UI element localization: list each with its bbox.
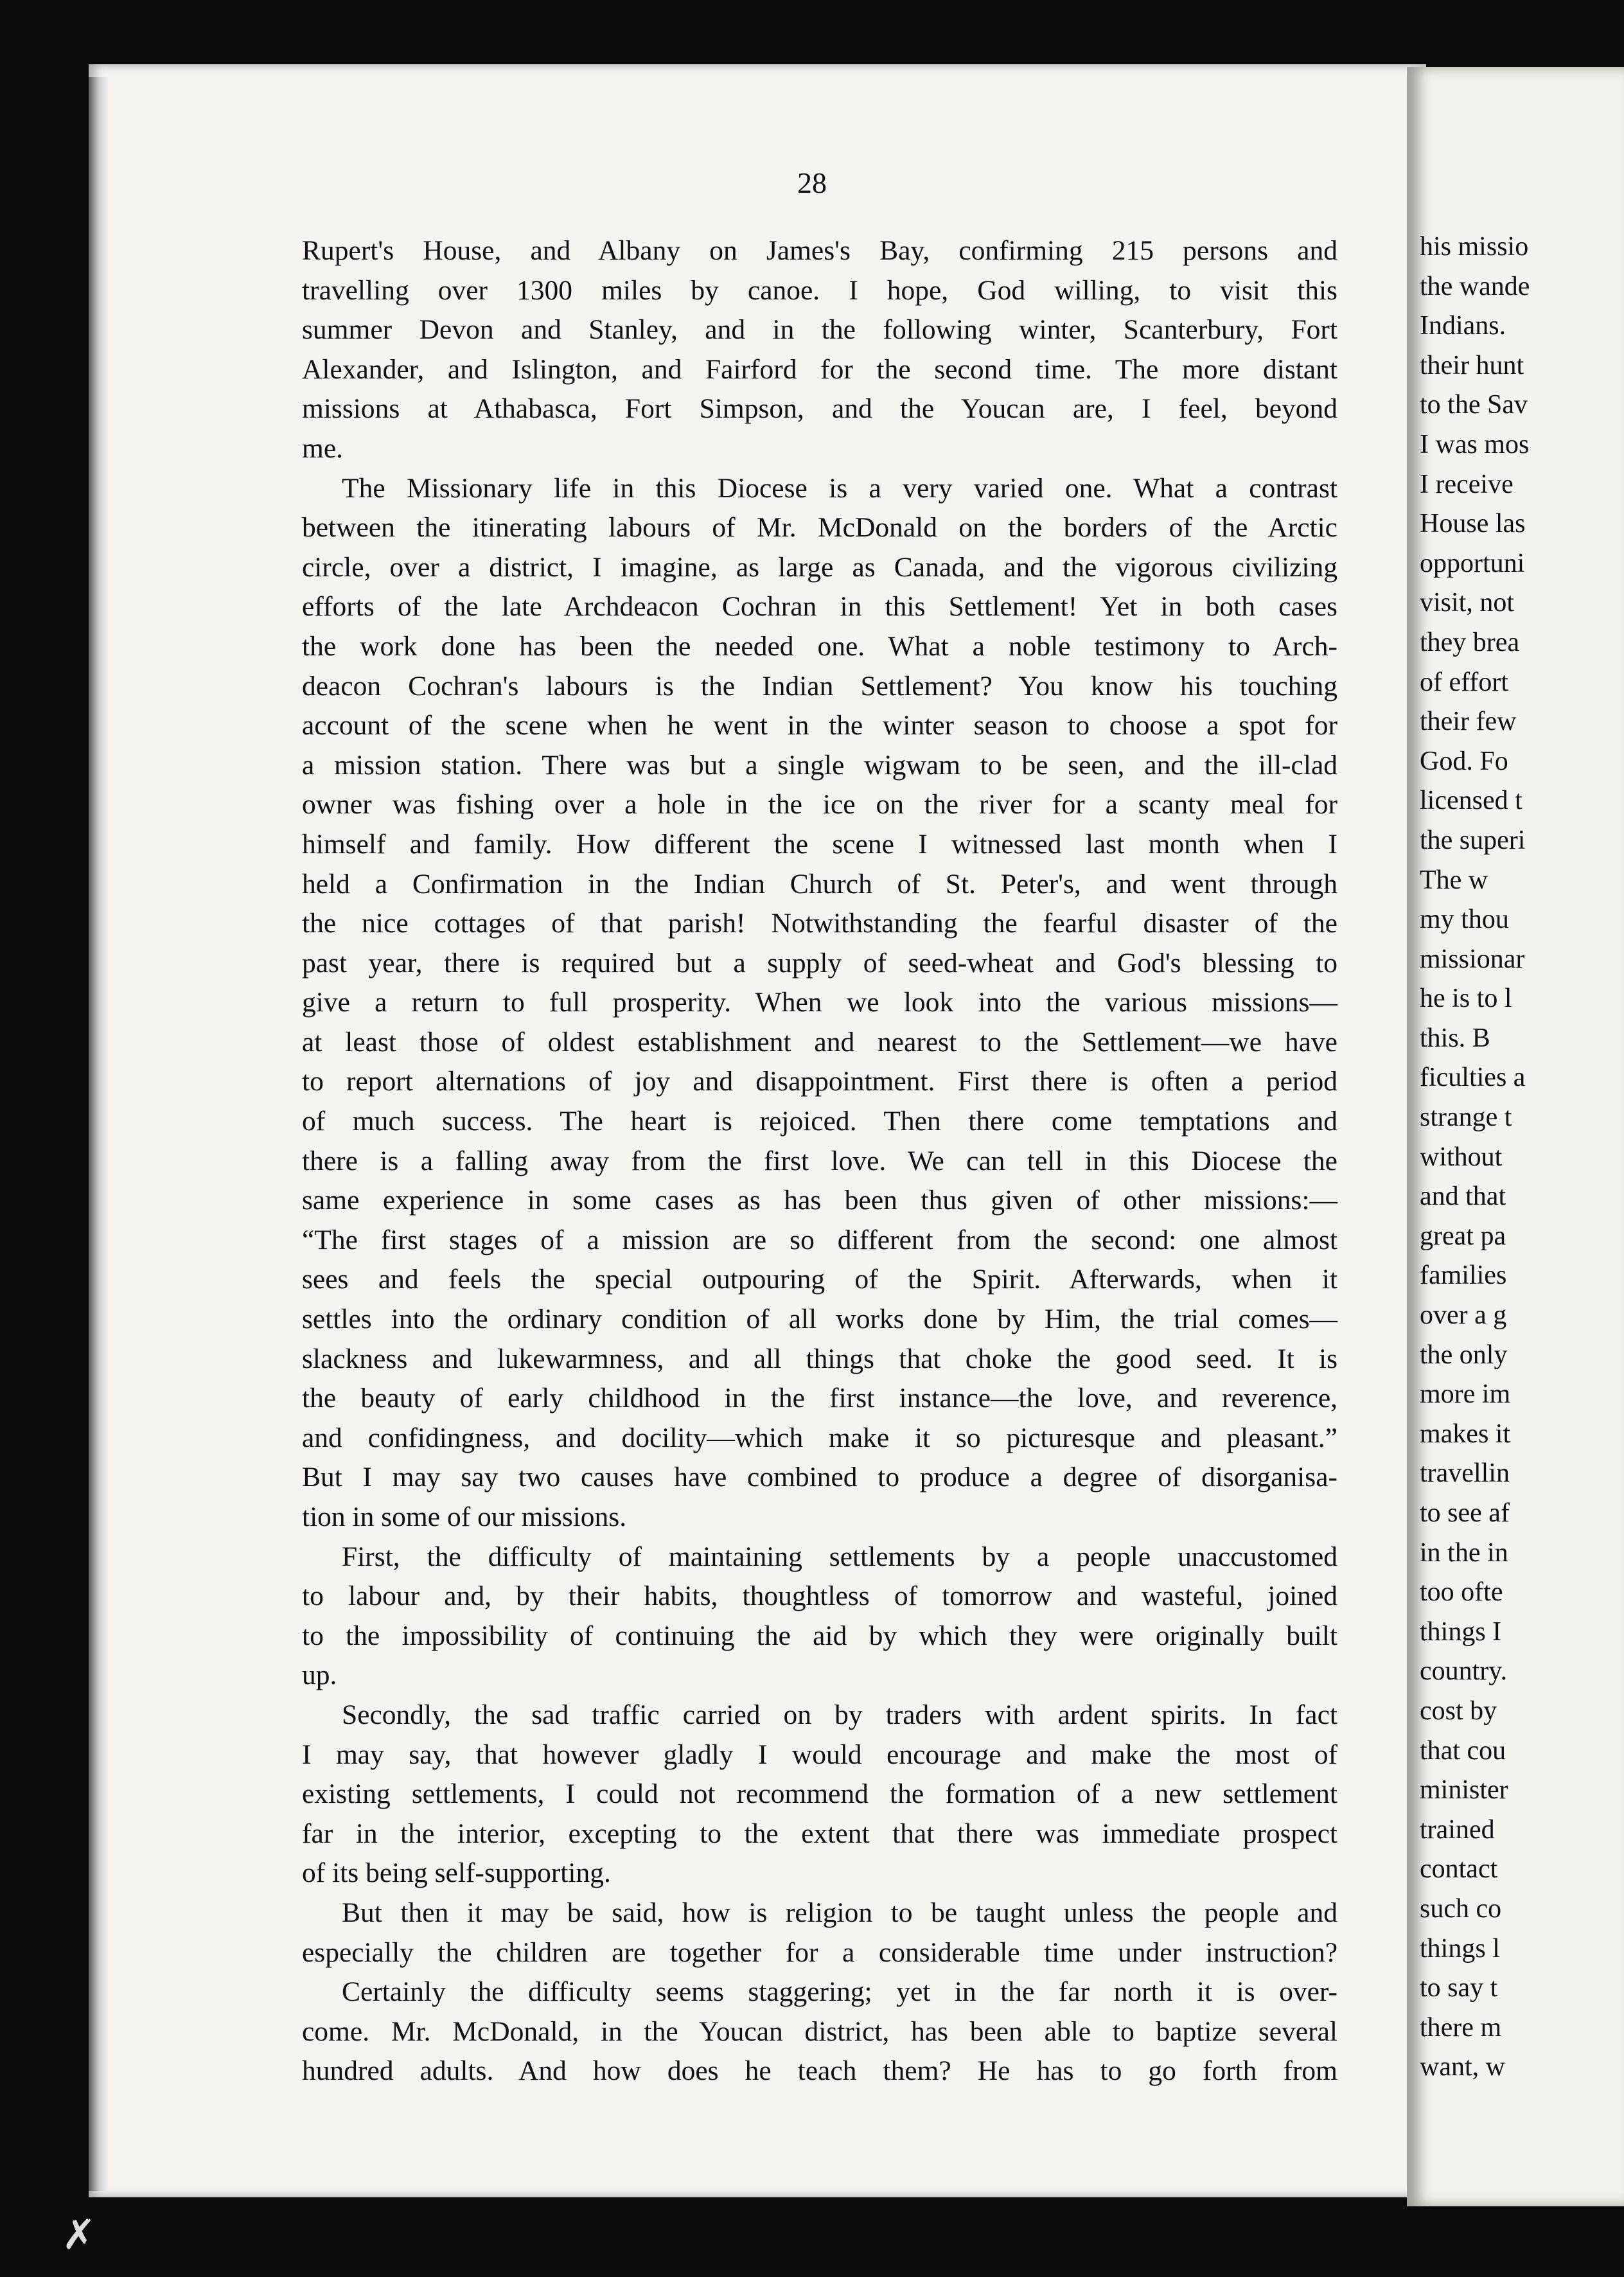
text-line: sees and feels the special outpouring of the Spirit. Afterwards, when it — [302, 1264, 1337, 1295]
right-text-line: his missio — [1420, 232, 1529, 261]
text-line: the nice cottages of that parish! Notwithstanding the fearful disaster of the — [302, 908, 1337, 939]
right-text-line: makes it — [1420, 1419, 1511, 1449]
text-line: First, the difficulty of maintaining settlements by a people unaccustomed — [342, 1541, 1337, 1572]
right-text-line: things l — [1420, 1933, 1500, 1963]
right-text-line: there m — [1420, 2012, 1502, 2042]
text-line: himself and family. How different the scene I witnessed last month when I — [302, 828, 1337, 860]
text-line: summer Devon and Stanley, and in the following winter, Scanterbury, Fort — [302, 314, 1337, 346]
left-page-edge — [89, 77, 108, 2191]
text-line: Secondly, the sad traffic carried on by traders with ardent spirits. In fact — [342, 1699, 1337, 1730]
right-text-line: travellin — [1420, 1458, 1510, 1489]
right-text-line: to the Sav — [1420, 390, 1528, 420]
right-text-line: minister — [1420, 1775, 1508, 1805]
right-text-line: in the in — [1420, 1537, 1508, 1568]
right-text-line: the wande — [1420, 271, 1530, 301]
text-line: tion in some of our missions. — [302, 1502, 627, 1532]
right-text-line: The w — [1420, 865, 1488, 895]
text-line: travelling over 1300 miles by canoe. I hope, God willing, to visit this — [302, 274, 1337, 306]
text-line: me. — [302, 432, 344, 464]
right-text-line: missionar — [1420, 944, 1525, 974]
text-line: efforts of the late Archdeacon Cochran in this Settlement! Yet in both cases — [302, 591, 1337, 623]
right-text-line: contact — [1420, 1854, 1498, 1884]
right-text-line: God. Fo — [1420, 746, 1508, 776]
right-text-line: that cou — [1420, 1735, 1506, 1766]
text-line: far in the interior, excepting to the extent that there was immediate prospect — [302, 1818, 1337, 1849]
right-text-line: House las — [1420, 509, 1526, 539]
text-line: I may say, that however gladly I would encourage and make the most of — [302, 1739, 1337, 1770]
text-line: But I may say two causes have combined to produce a degree of disorganisa- — [302, 1462, 1337, 1493]
text-line: Alexander, and Islington, and Fairford for the second time. The more distant — [302, 353, 1337, 385]
text-line: But then it may be said, how is religion to be taught unless the people and — [342, 1897, 1337, 1928]
text-line: at least those of oldest establishment and nearest to the Settlement—we have — [302, 1026, 1337, 1058]
right-text-line: my thou — [1420, 905, 1509, 935]
text-line: of its being self-supporting. — [302, 1857, 611, 1889]
right-text-line: their hunt — [1420, 350, 1524, 380]
text-line: “The first stages of a mission are so different from the second: one almost — [302, 1224, 1337, 1255]
right-text-line: great pa — [1420, 1221, 1506, 1251]
page-number: 28 — [797, 166, 827, 199]
right-text-line: they brea — [1420, 627, 1520, 657]
right-text-line: to say t — [1420, 1973, 1498, 2003]
text-line: give a return to full prosperity. When we look into the various missions— — [302, 987, 1337, 1018]
text-line: existing settlements, I could not recommend the formation of a new settlement — [302, 1778, 1337, 1810]
right-text-line: the superi — [1420, 825, 1526, 855]
text-line: to report alternations of joy and disappointment. First there is often a period — [302, 1066, 1337, 1097]
text-line: Rupert's House, and Albany on James's Bay, confirming 215 persons and — [302, 235, 1337, 266]
text-line: hundred adults. And how does he teach them? He has to go forth from — [302, 2055, 1337, 2087]
text-line: especially the children are together for a considerable time under instruction? — [302, 1936, 1337, 1968]
right-text-line: cost by — [1420, 1696, 1497, 1726]
right-text-line: strange t — [1420, 1103, 1512, 1133]
scan-mark-left: ✗ — [62, 2212, 96, 2258]
right-text-line: too ofte — [1420, 1577, 1503, 1608]
text-line: Certainly the difficulty seems staggering; yet in the far north it is over- — [342, 1976, 1337, 2008]
text-line: missions at Athabasca, Fort Simpson, and the Youcan are, I feel, beyond — [302, 393, 1337, 425]
text-line: there is a falling away from the first love. We can tell in this Diocese the — [302, 1145, 1337, 1176]
text-line: held a Confirmation in the Indian Church of St. Peter's, and went through — [302, 868, 1337, 899]
right-page-text — [1420, 227, 1624, 2087]
right-text-line: families — [1420, 1261, 1507, 1291]
text-line: the beauty of early childhood in the first instance—the love, and reverence, — [302, 1383, 1337, 1414]
text-line: The Missionary life in this Diocese is a very varied one. What a contrast — [342, 472, 1337, 504]
left-page-text — [302, 231, 1337, 2091]
text-line: between the itinerating labours of Mr. McDonald on the borders of the Arctic — [302, 512, 1337, 544]
right-text-line: over a g — [1420, 1300, 1507, 1331]
right-text-line: without — [1420, 1142, 1503, 1172]
text-line: owner was fishing over a hole in the ice on the river for a scanty meal for — [302, 789, 1337, 820]
right-text-line: such co — [1420, 1893, 1502, 1924]
right-text-line: visit, not — [1420, 588, 1515, 618]
right-text-line: want, w — [1420, 2052, 1505, 2082]
text-line: to labour and, by their habits, thoughtless of tomorrow and wasteful, joined — [302, 1581, 1337, 1612]
right-text-line: ficulties a — [1420, 1063, 1526, 1093]
right-text-line: and that — [1420, 1182, 1506, 1212]
text-line: to the impossibility of continuing the aid by which they were originally built — [302, 1620, 1337, 1651]
text-line: come. Mr. McDonald, in the Youcan district, has been able to baptize several — [302, 2016, 1337, 2047]
right-text-line: their few — [1420, 707, 1517, 737]
text-line: account of the scene when he went in the winter season to choose a spot for — [302, 710, 1337, 741]
right-text-line: opportuni — [1420, 548, 1525, 578]
right-text-line: trained — [1420, 1814, 1495, 1845]
text-line: slackness and lukewarmness, and all things that choke the good seed. It is — [302, 1343, 1337, 1374]
right-text-line: this. B — [1420, 1023, 1490, 1053]
right-text-line: of effort — [1420, 667, 1508, 697]
right-text-line: he is to l — [1420, 984, 1512, 1014]
right-text-line: Indians. — [1420, 311, 1506, 341]
right-text-line: things I — [1420, 1617, 1502, 1647]
right-text-line: I was mos — [1420, 429, 1530, 459]
text-line: same experience in some cases as has been thus given of other missions:— — [302, 1185, 1337, 1216]
text-line: the work done has been the needed one. What a noble testimony to Arch- — [302, 630, 1337, 662]
right-text-line: licensed t — [1420, 786, 1522, 816]
right-text-line: to see af — [1420, 1498, 1510, 1528]
text-line: and confidingness, and docility—which make it so picturesque and pleasant.” — [302, 1422, 1337, 1453]
text-line: up. — [302, 1660, 337, 1691]
text-line: a mission station. There was but a single wigwam to be seen, and the ill-clad — [302, 749, 1337, 781]
text-line: settles into the ordinary condition of all works done by Him, the trial comes— — [302, 1304, 1337, 1335]
text-line: deacon Cochran's labours is the Indian Settlement? You know his touching — [302, 670, 1337, 702]
right-text-line: I receive — [1420, 469, 1514, 499]
right-text-line: more im — [1420, 1379, 1511, 1410]
text-line: past year, there is required but a supply of seed-wheat and God's blessing to — [302, 947, 1337, 979]
right-text-line: country. — [1420, 1656, 1508, 1687]
text-line: circle, over a district, I imagine, as large as Canada, and the vigorous civilizing — [302, 551, 1337, 583]
text-line: of much success. The heart is rejoiced. Then there come temptations and — [302, 1106, 1337, 1137]
right-text-line: the only — [1420, 1340, 1508, 1370]
